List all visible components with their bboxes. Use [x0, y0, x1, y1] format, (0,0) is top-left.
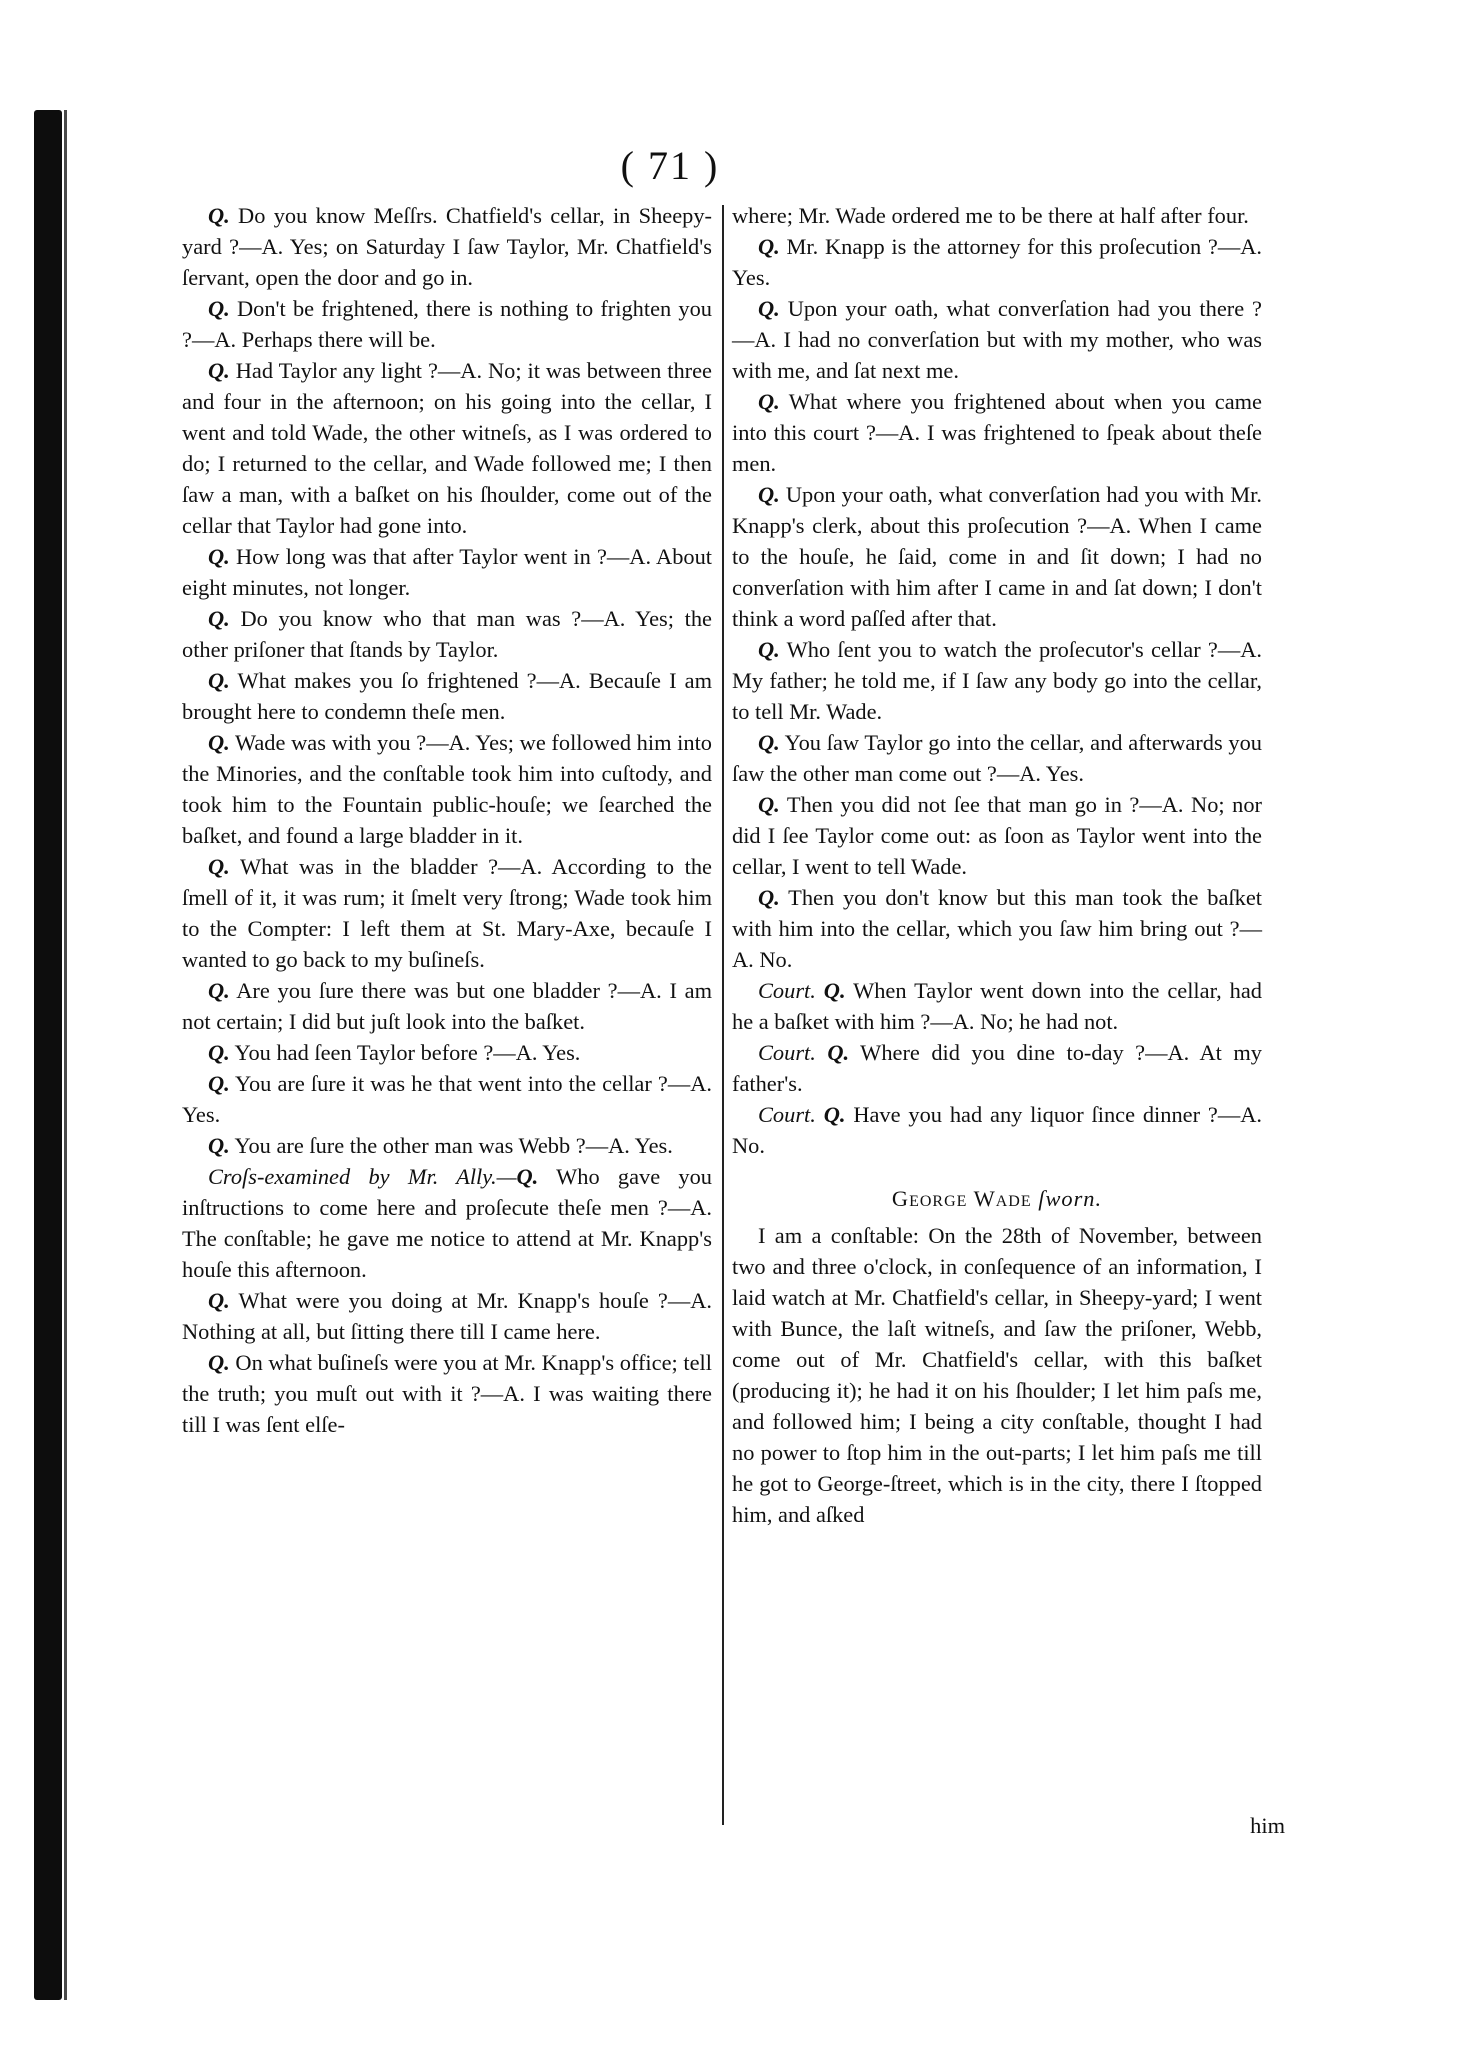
paragraph	[182, 1347, 712, 1440]
question-mark-label: Q.	[208, 1350, 230, 1375]
question-mark-label: Q.	[516, 1164, 539, 1189]
paragraph	[182, 1068, 712, 1130]
paragraph	[182, 1130, 712, 1161]
paragraph	[182, 541, 712, 603]
paragraph-text: Upon your oath, what converſation had you there ?—A. I had no converſation but with my mother, who was with me, and ſat next me.	[732, 296, 1262, 383]
paragraph-text: You had ſeen Taylor before ?—A. Yes.	[229, 1040, 581, 1065]
paragraph-text: You are ſure the other man was Webb ?—A. Yes.	[229, 1133, 673, 1158]
question-mark-label: Q.	[208, 1288, 230, 1313]
catchword: him	[1250, 1813, 1285, 1838]
question-mark-label: Q.	[208, 358, 230, 383]
paragraph	[732, 789, 1262, 882]
paragraph	[182, 1161, 712, 1285]
paragraph-text: Mr. Knapp is the attorney for this proſecution ?—A. Yes.	[732, 234, 1262, 290]
paragraph	[732, 1099, 1262, 1161]
paragraph-text: Don't be frightened, there is nothing to frighten you ?—A. Perhaps there will be.	[182, 296, 712, 352]
paragraph-text: Do you know who that man was ?—A. Yes; the other priſoner that ſtands by Taylor.	[182, 606, 712, 662]
question-mark-label: Q.	[815, 1040, 850, 1065]
paragraph-text: What where you frightened about when you came into this court ?—A. I was frightened to ſpeak about theſe men.	[732, 389, 1262, 476]
speaker-label: Court.	[758, 1102, 816, 1127]
paragraph-text: Where did you dine to-day ?—A. At my father's.	[732, 1040, 1262, 1096]
speaker-label: Croſs-examined by Mr. Ally.—	[208, 1164, 517, 1189]
question-mark-label: Q.	[815, 1102, 846, 1127]
paragraph	[182, 1285, 712, 1347]
paragraph-text: Upon your oath, what converſation had you with Mr. Knapp's clerk, about this proſecution ?—A. When I came to the houſe, he ſaid, come in and ſit down; I had no converſation with him after I came in and ſat down; I don't think a word paſſed after that.	[732, 482, 1262, 631]
paragraph-text: Have you had any liquor ſince dinner ?—A. No.	[732, 1102, 1263, 1158]
question-mark-label: Q.	[758, 234, 780, 259]
paragraph	[182, 975, 712, 1037]
speaker-label: Court.	[758, 1040, 816, 1065]
question-mark-label: Q.	[758, 792, 780, 817]
paragraph	[182, 603, 712, 665]
paragraph	[732, 727, 1262, 789]
paragraph-text: Do you know Meſſrs. Chatfield's cellar, in Sheepy-yard ?—A. Yes; on Saturday I ſaw Taylor, Mr. Chatfield's ſervant, open the door and go in.	[182, 203, 712, 290]
question-mark-label: Q.	[208, 1133, 230, 1158]
paragraph	[732, 200, 1262, 231]
paragraph-text: What were you doing at Mr. Knapp's houſe ?—A. Nothing at all, but ſitting there till I came here.	[182, 1288, 712, 1344]
question-mark-label: Q.	[208, 730, 230, 755]
column-divider	[722, 205, 724, 1825]
paragraph	[732, 386, 1262, 479]
paragraph-text: Who gave you inſtructions to come here and proſecute theſe men ?—A. The conſtable; he gave me notice to attend at Mr. Knapp's houſe this afternoon.	[182, 1164, 712, 1282]
question-mark-label: Q.	[208, 1071, 230, 1096]
paragraph-text: Had Taylor any light ?—A. No; it was between three and four in the afternoon; on his going into the cellar, I went and told Wade, the other witneſs, as I was ordered to do; I returned to the cellar, and Wade followed me; I then ſaw a man, with a baſket on his ſhoulder, come out of the cellar that Taylor had gone into.	[182, 358, 712, 538]
witness-name: George Wade	[891, 1186, 1032, 1211]
paragraph	[732, 975, 1262, 1037]
paragraph-text: where; Mr. Wade ordered me to be there at half after four.	[732, 203, 1249, 228]
right-column-testimony	[732, 200, 1262, 1161]
paragraph	[182, 293, 712, 355]
sworn-label: ſworn.	[1031, 1186, 1103, 1211]
paragraph	[732, 479, 1262, 634]
paragraph	[732, 1220, 1262, 1530]
question-mark-label: Q.	[208, 854, 230, 879]
question-mark-label: Q.	[758, 730, 780, 755]
paragraph-text: Then you did not ſee that man go in ?—A. No; nor did I ſee Taylor come out: as ſoon as Taylor went into the cellar, I went to tell Wade.	[732, 792, 1262, 879]
paragraph-text: You are ſure it was he that went into the cellar ?—A. Yes.	[182, 1071, 712, 1127]
paragraph	[732, 882, 1262, 975]
paragraph-text: On what buſineſs were you at Mr. Knapp's office; tell the truth; you muſt out with it ?—A. I was waiting there till I was ſent elſe-	[182, 1350, 712, 1437]
paragraph	[182, 727, 712, 851]
question-mark-label: Q.	[208, 1040, 230, 1065]
right-column	[732, 200, 1262, 1530]
paragraph-text: Are you ſure there was but one bladder ?—A. I am not certain; I did but juſt look into the baſket.	[182, 978, 712, 1034]
paragraph-text: How long was that after Taylor went in ?—A. About eight minutes, not longer.	[182, 544, 712, 600]
binding-shadow	[34, 110, 62, 2000]
paragraph	[732, 1037, 1262, 1099]
question-mark-label: Q.	[208, 978, 230, 1003]
paragraph	[732, 634, 1262, 727]
paragraph-text: I am a conſtable: On the 28th of November, between two and three o'clock, in conſequence of an information, I laid watch at Mr. Chatfield's cellar, in Sheepy-yard; I went with Bunce, the laſt witneſs, and ſaw the priſoner, Webb, come out of Mr. Chatfield's cellar, with this baſket (producing it); he had it on his ſhoulder; I let him paſs me, and followed him; I being a city conſtable, thought I had no power to ſtop him in the out-parts; I let him paſs me till he got to George-ſtreet, which is in the city, there I ſtopped him, and aſked	[732, 1223, 1262, 1527]
paragraph-text: Wade was with you ?—A. Yes; we followed him into the Minories, and the conſtable took him into cuſtody, and took him to the Fountain public-houſe; we ſearched the baſket, and found a large bladder in it.	[182, 730, 712, 848]
paragraph	[182, 665, 712, 727]
question-mark-label: Q.	[815, 978, 846, 1003]
question-mark-label: Q.	[758, 482, 780, 507]
paragraph-text: What makes you ſo frightened ?—A. Becauſe I am brought here to condemn theſe men.	[182, 668, 712, 724]
paragraph-text: When Taylor went down into the cellar, had he a baſket with him ?—A. No; he had not.	[732, 978, 1262, 1034]
question-mark-label: Q.	[208, 668, 230, 693]
question-mark-label: Q.	[208, 296, 230, 321]
paragraph-text: You ſaw Taylor go into the cellar, and afterwards you ſaw the other man come out ?—A. Yes.	[732, 730, 1262, 786]
paragraph-text: What was in the bladder ?—A. According to the ſmell of it, it was rum; it ſmelt very ſtrong; Wade took him to the Compter: I left them at St. Mary-Axe, becauſe I wanted to go back to my buſineſs.	[182, 854, 712, 972]
paragraph	[182, 355, 712, 541]
witness-heading	[732, 1183, 1262, 1214]
page-number: ( 71 )	[620, 143, 720, 188]
paragraph	[182, 200, 712, 293]
speaker-label: Court.	[758, 978, 816, 1003]
question-mark-label: Q.	[208, 203, 230, 228]
left-column	[182, 200, 712, 1440]
paragraph	[182, 851, 712, 975]
question-mark-label: Q.	[758, 389, 780, 414]
paragraph	[732, 231, 1262, 293]
paragraph	[182, 1037, 712, 1068]
question-mark-label: Q.	[758, 637, 780, 662]
paragraph	[732, 293, 1262, 386]
paragraph-text: Who ſent you to watch the proſecutor's cellar ?—A. My father; he told me, if I ſaw any body go into the cellar, to tell Mr. Wade.	[732, 637, 1262, 724]
paragraph-text: Then you don't know but this man took the baſket with him into the cellar, which you ſaw him bring out ?—A. No.	[732, 885, 1262, 972]
question-mark-label: Q.	[758, 296, 780, 321]
question-mark-label: Q.	[758, 885, 780, 910]
question-mark-label: Q.	[208, 606, 230, 631]
right-column-deposition	[732, 1220, 1262, 1530]
question-mark-label: Q.	[208, 544, 230, 569]
